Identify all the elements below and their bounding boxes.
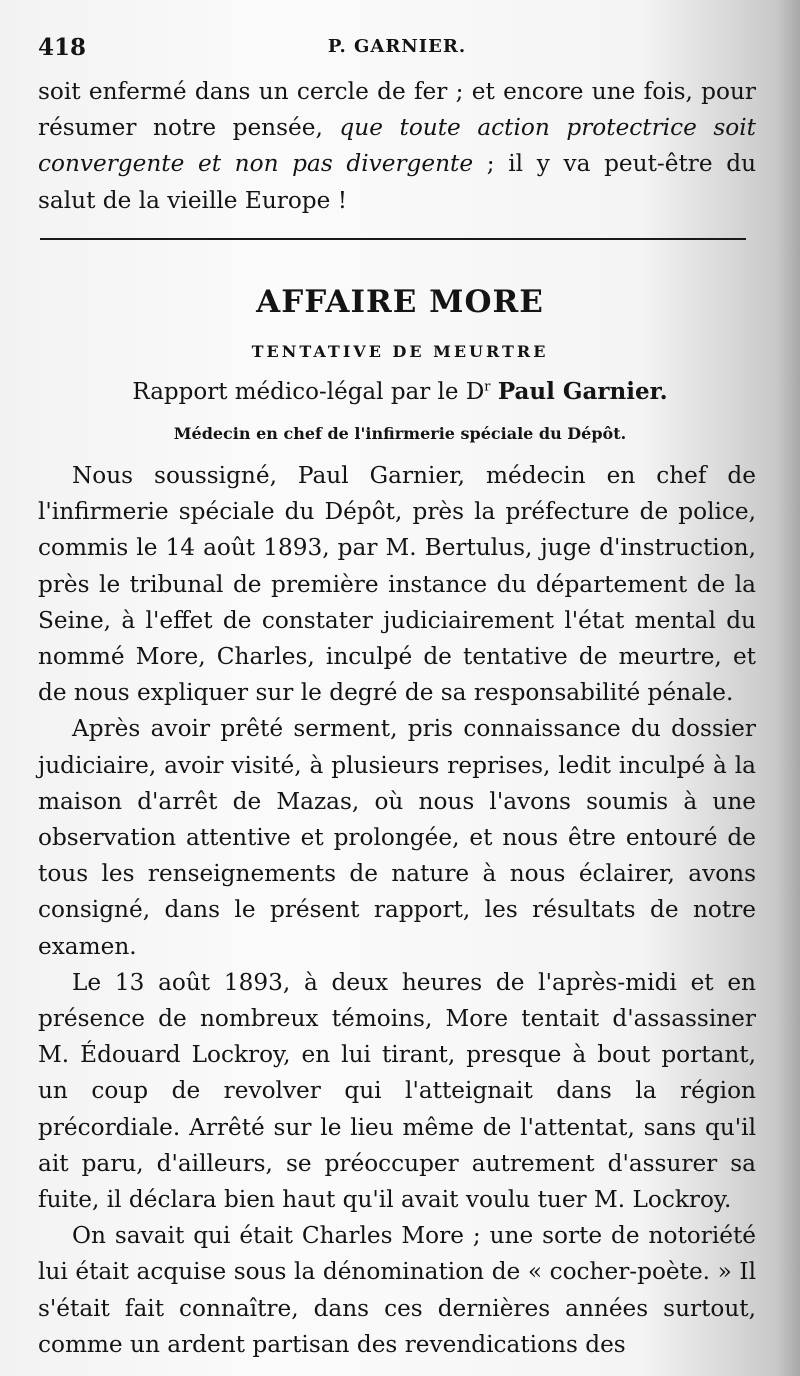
page-number: 418: [38, 34, 87, 61]
paragraph: On savait qui était Charles More ; une sorte de notoriété lui était acquise sous la dénomination de « cocher-poète. » Il s'était fait connaître, dans ces dernières années surtout, comme un ardent partisan des revendications des: [38, 1222, 756, 1358]
author-affiliation: Médecin en chef de l'infirmerie spéciale du Dépôt.: [173, 424, 627, 443]
report-byline: [0, 378, 800, 405]
report-prefix: Rapport médico-légal par le D: [132, 379, 485, 405]
report-title-sup: r: [484, 379, 491, 395]
intro-text-start: soit enfermé dans un cercle de fer ; et encore une fois, pour résumer notre pensée,: [38, 78, 756, 142]
report-author: Paul Garnier.: [497, 378, 668, 405]
article-subtitle: TENTATIVE DE MEURTRE: [251, 342, 549, 361]
paragraph: Après avoir prêté serment, pris connaissance du dossier judiciaire, avoir visité, à plusieurs reprises, ledit inculpé à la maison d'arrêt de Mazas, où nous l'avons soumis à une observation attentive et prolongée, et nous être entouré de tous les renseignements de nature à nous éclairer, avons consigné, dans le présent rapport, les résultats de notre examen.: [38, 715, 756, 960]
intro-paragraph: [38, 74, 756, 219]
intro-text-end: ; il y va peut-être du salut de la vieille Europe !: [38, 150, 757, 214]
section-divider: [40, 238, 746, 240]
intro-italic-text: que toute action protectrice soit convergente et non pas divergente: [38, 114, 756, 178]
report-body: [38, 458, 756, 1363]
article-title: AFFAIRE MORE: [256, 284, 544, 320]
running-head: P. GARNIER.: [327, 36, 467, 57]
paragraph: Nous soussigné, Paul Garnier, médecin en chef de l'infirmerie spéciale du Dépôt, près la préfecture de police, commis le 14 août 1893, par M. Bertulus, juge d'instruction, près le tribunal de première instance du département de la Seine, à l'effet de constater judiciairement l'état mental du nommé More, Charles, inculpé de tentative de meurtre, et de nous expliquer sur le degré de sa responsabilité pénale.: [38, 462, 756, 707]
paragraph: Le 13 août 1893, à deux heures de l'après-midi et en présence de nombreux témoins, More tentait d'assassiner M. Édouard Lockroy, en lui tirant, presque à bout portant, un coup de revolver qui l'atteignait dans la région précordiale. Arrêté sur le lieu même de l'attentat, sans qu'il ait paru, d'ailleurs, se préoccuper autrement d'assurer sa fuite, il déclara bien haut qu'il avait voulu tuer M. Lockroy.: [38, 968, 756, 1214]
page-header: [38, 34, 756, 64]
